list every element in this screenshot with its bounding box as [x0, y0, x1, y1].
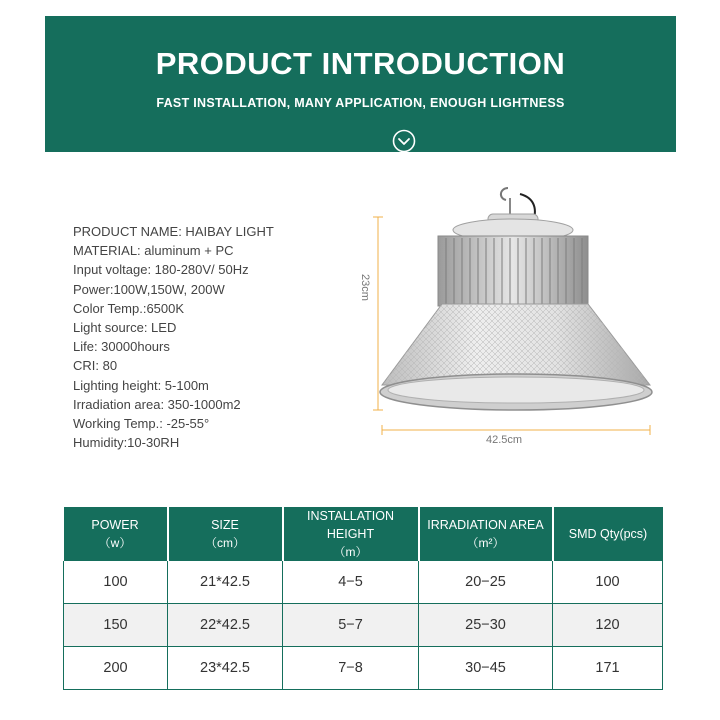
chevron-down-circle-icon	[392, 129, 416, 153]
header-size: SIZE （cm）	[168, 507, 283, 561]
cell-smd-qty: 100	[553, 561, 663, 604]
spec-cri: CRI: 80	[73, 358, 118, 374]
cell-irradiation-area: 30−45	[419, 647, 553, 690]
cell-installation-height: 7−8	[283, 647, 419, 690]
cell-power: 100	[64, 561, 168, 604]
table-row	[64, 647, 663, 690]
cell-size: 21*42.5	[168, 561, 283, 604]
cell-installation-height: 5−7	[283, 604, 419, 647]
cell-irradiation-area: 25−30	[419, 604, 553, 647]
cell-power: 200	[64, 647, 168, 690]
height-dimension-label: 23cm	[359, 274, 371, 301]
cell-power: 150	[64, 604, 168, 647]
cell-smd-qty: 120	[553, 604, 663, 647]
spec-irradiation-area: Irradiation area: 350-1000m2	[73, 396, 241, 412]
spec-light-source: Light source: LED	[73, 320, 177, 336]
table-row	[64, 604, 663, 647]
cell-smd-qty: 171	[553, 647, 663, 690]
header-installation-height: INSTALLATION HEIGHT （m）	[283, 507, 419, 561]
header-irradiation-area: IRRADIATION AREA （m²）	[419, 507, 553, 561]
table-header-row	[64, 507, 663, 561]
banner-subtitle: FAST INSTALLATION, MANY APPLICATION, ENOUGH LIGHTNESS	[156, 96, 565, 110]
header-smd-qty: SMD Qty(pcs)	[553, 507, 663, 561]
spec-input-voltage: Input voltage: 180-280V/ 50Hz	[73, 262, 249, 278]
spec-life: Life: 30000hours	[73, 339, 170, 355]
cell-size: 23*42.5	[168, 647, 283, 690]
cell-irradiation-area: 20−25	[419, 561, 553, 604]
spec-list	[73, 222, 373, 452]
spec-material: MATERIAL: aluminum + PC	[73, 243, 234, 259]
spec-power: Power:100W,150W, 200W	[73, 281, 225, 297]
header-power: POWER （w）	[64, 507, 168, 561]
spec-color-temp: Color Temp.:6500K	[73, 300, 185, 316]
cell-size: 22*42.5	[168, 604, 283, 647]
spec-lighting-height: Lighting height: 5-100m	[73, 377, 209, 393]
spec-product-name: PRODUCT NAME: HAIBAY LIGHT	[73, 224, 274, 239]
spec-table	[63, 507, 663, 690]
product-image	[360, 180, 670, 460]
width-dimension-label: 42.5cm	[486, 434, 523, 446]
header-banner	[45, 16, 676, 152]
table-row	[64, 561, 663, 604]
spec-humidity: Humidity:10-30RH	[73, 435, 180, 451]
spec-working-temp: Working Temp.: -25-55°	[73, 416, 210, 432]
banner-title: PRODUCT INTRODUCTION	[155, 46, 566, 81]
cell-installation-height: 4−5	[283, 561, 419, 604]
